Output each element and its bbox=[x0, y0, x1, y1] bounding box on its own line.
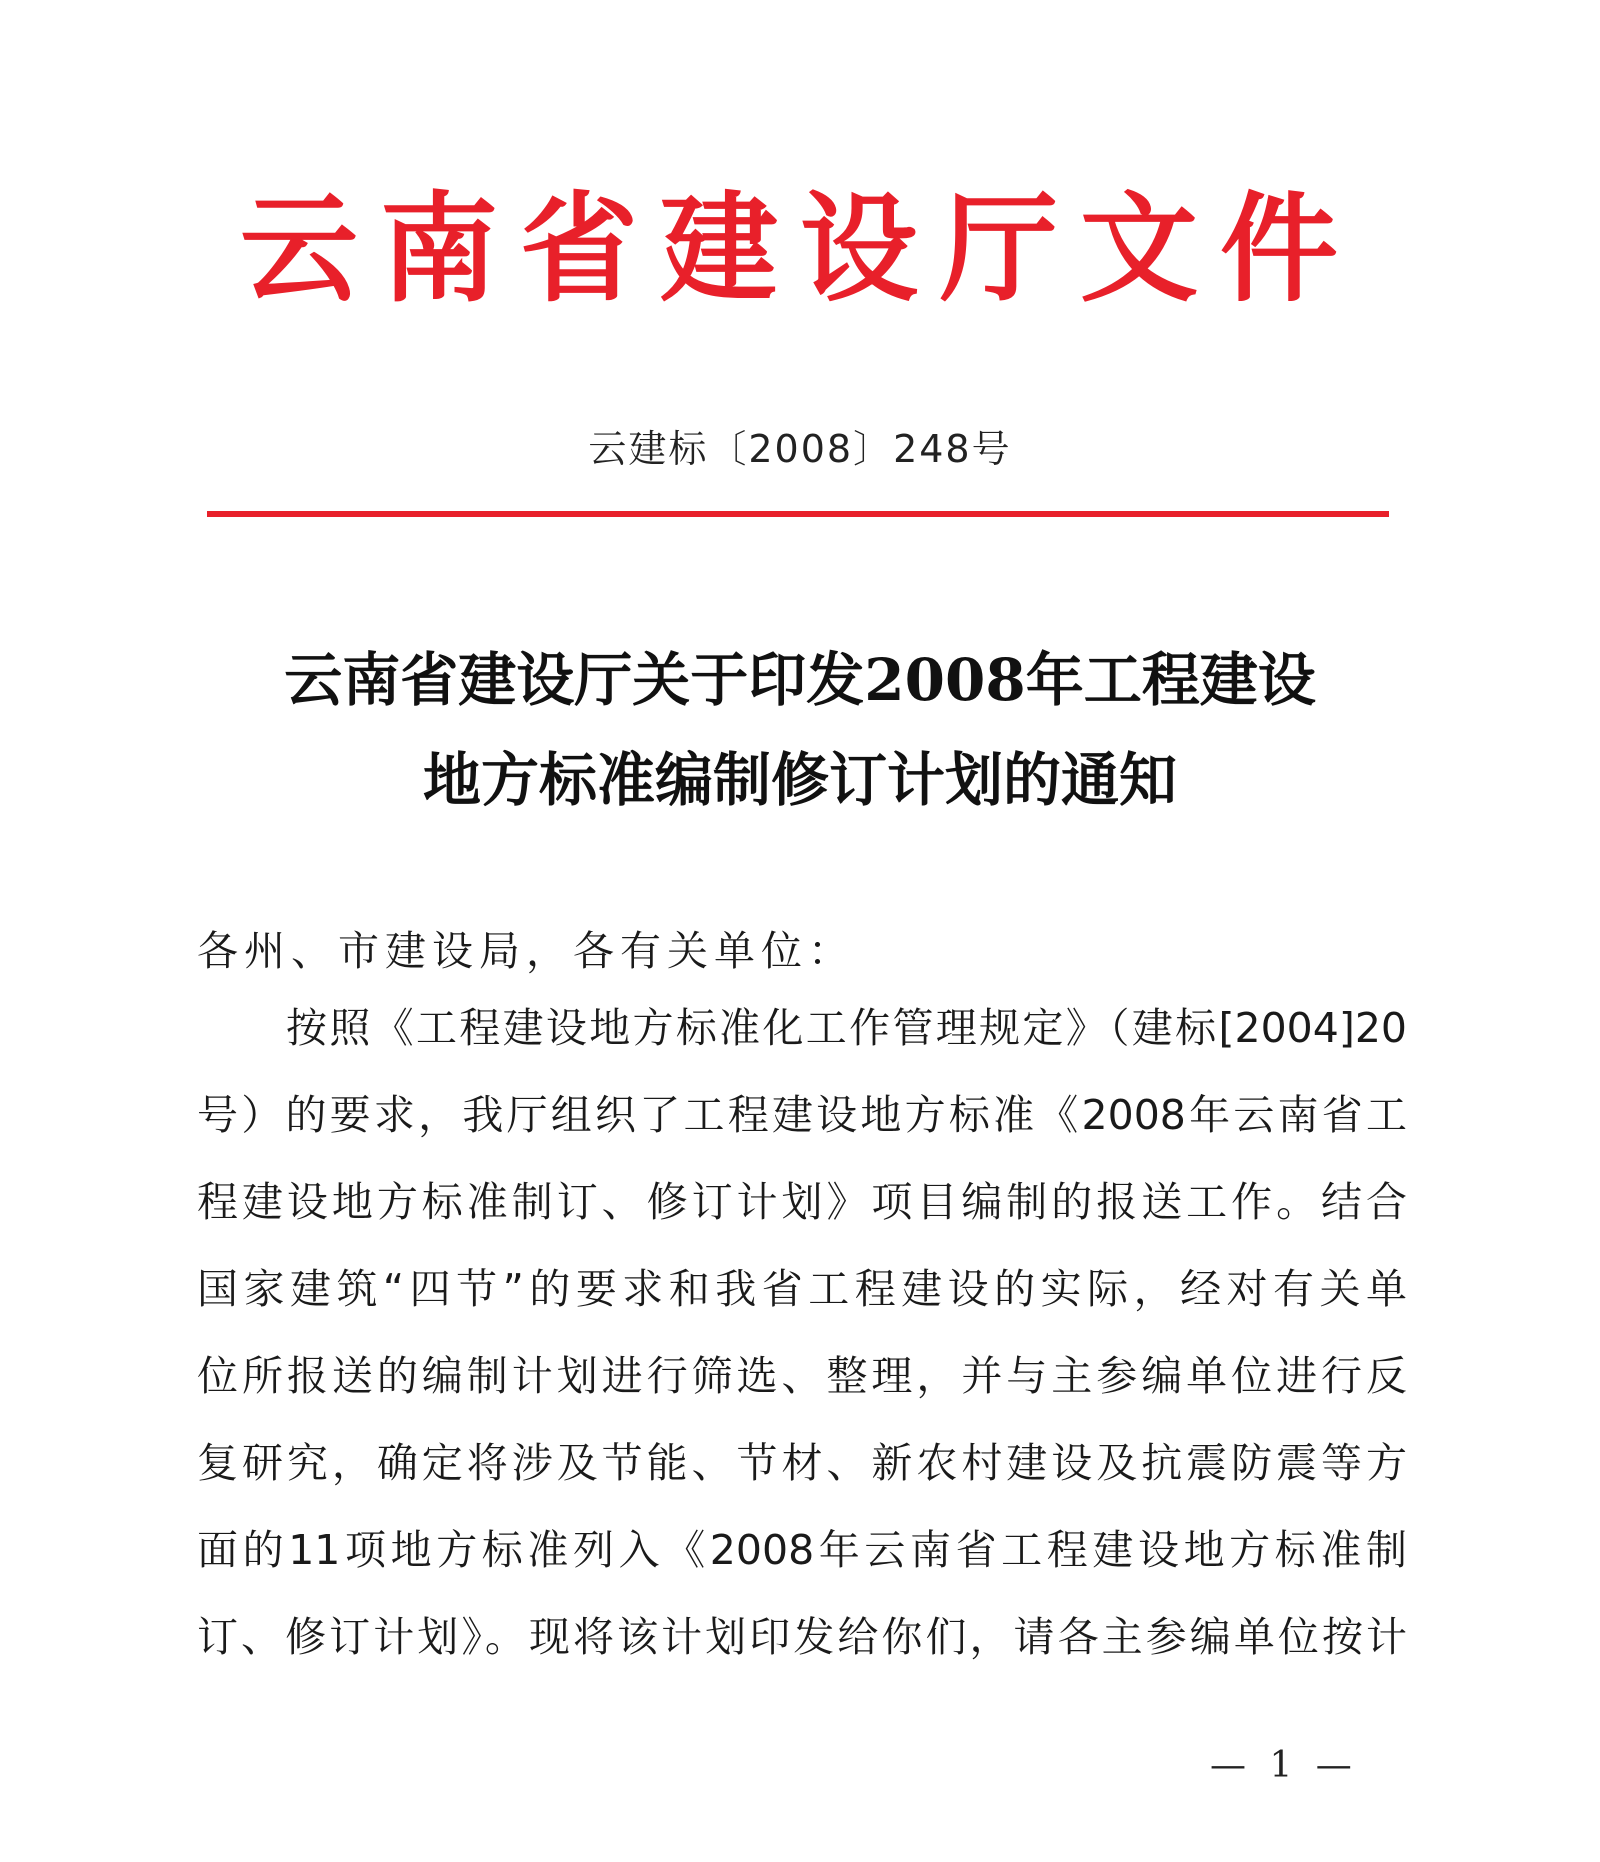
body-line: 国家建筑“四节”的要求和我省工程建设的实际，经对有关单 bbox=[197, 1265, 1407, 1313]
body-line: 位所报送的编制计划进行筛选、整理，并与主参编单位进行反 bbox=[197, 1352, 1407, 1400]
body-paragraph bbox=[197, 998, 1407, 1694]
notice-title-line-1: 云南省建设厅关于印发2008年工程建设 bbox=[284, 646, 1316, 714]
body-line: 按照《工程建设地方标准化工作管理规定》（建标[2004]20 bbox=[286, 1004, 1407, 1052]
page-number: — 1 — bbox=[1210, 1745, 1358, 1786]
document-number: 云建标〔2008〕248号 bbox=[588, 427, 1012, 471]
body-line: 面的11项地方标准列入《2008年云南省工程建设地方标准制 bbox=[197, 1526, 1407, 1574]
document-masthead: 云南省建设厅文件 bbox=[239, 180, 1360, 318]
body-line: 号）的要求，我厅组织了工程建设地方标准《2008年云南省工 bbox=[197, 1091, 1407, 1139]
body-line: 程建设地方标准制订、修订计划》项目编制的报送工作。结合 bbox=[197, 1178, 1407, 1226]
salutation: 各州、市建设局，各有关单位： bbox=[197, 927, 855, 975]
red-divider-rule bbox=[207, 511, 1389, 517]
body-line: 订、修订计划》。现将该计划印发给你们，请各主参编单位按计 bbox=[197, 1613, 1407, 1661]
body-line: 复研究，确定将涉及节能、节材、新农村建设及抗震防震等方 bbox=[197, 1439, 1407, 1487]
notice-title bbox=[0, 630, 1600, 830]
notice-title-line-2: 地方标准编制修订计划的通知 bbox=[422, 746, 1177, 814]
